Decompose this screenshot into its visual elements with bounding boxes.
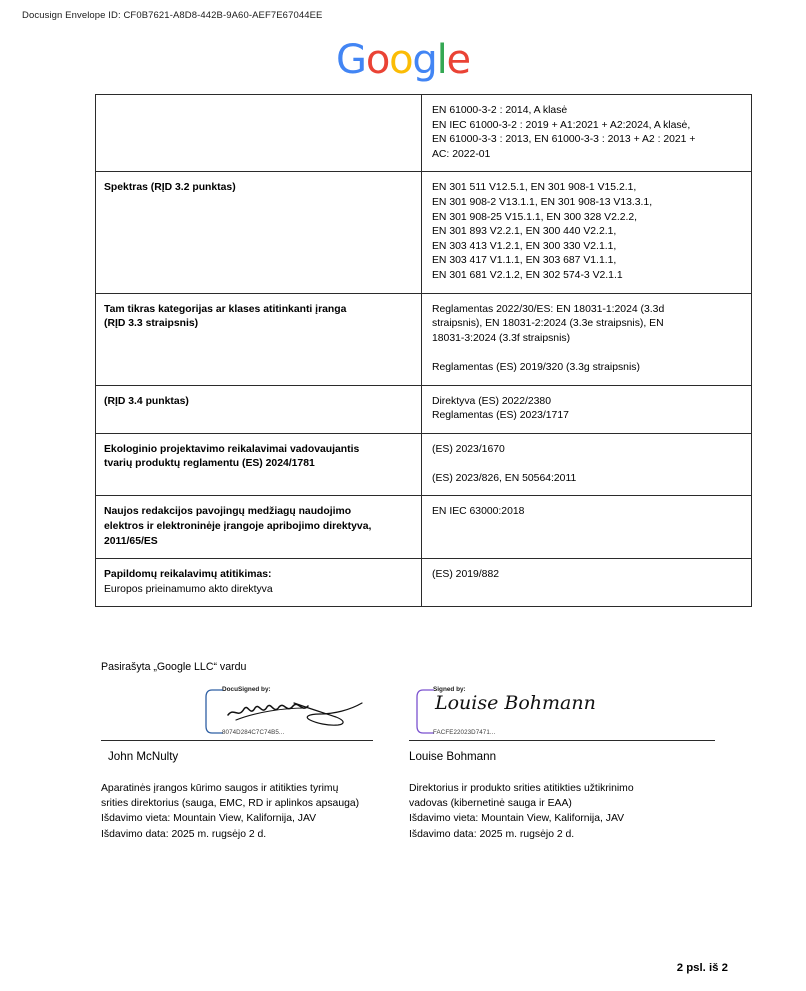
table-cell-requirement (96, 172, 422, 293)
standard-line: EN 303 417 V1.1.1, EN 303 687 V1.1.1, (432, 255, 617, 267)
standard-line: EN 301 511 V12.5.1, EN 301 908-1 V15.2.1, (432, 182, 637, 194)
logo-letter: g (412, 37, 437, 83)
docusign-stamp-left (101, 686, 373, 738)
docusign-stamp-label: Signed by: (433, 686, 466, 693)
docusign-stamp-label: DocuSigned by: (222, 686, 271, 693)
docusign-bracket-icon (415, 689, 435, 734)
table-cell-requirement (96, 95, 422, 172)
signatory-detail-line: Išdavimo vieta: Mountain View, Kalifornija, JAV (101, 813, 317, 825)
signatory-detail-line: Išdavimo vieta: Mountain View, Kalifornija, JAV (409, 813, 625, 825)
table-row (96, 385, 752, 433)
table-cell-standards (422, 95, 752, 172)
requirement-line: Ekologinio projektavimo reikalavimai vadovaujantis (104, 443, 360, 455)
docusign-stamp-id: 8074D284C7C74B5... (222, 729, 285, 736)
standard-line: EN 61000-3-2 : 2014, A klasė (432, 105, 568, 116)
table-cell-requirement (96, 293, 422, 385)
table-cell-standards (422, 293, 752, 385)
table-cell-requirement (96, 385, 422, 433)
standard-line (432, 346, 742, 361)
table-row (96, 172, 752, 293)
logo-letter: G (336, 37, 366, 83)
standard-line: EN 301 908-25 V15.1.1, EN 300 328 V2.2.2, (432, 211, 638, 223)
standard-line: EN IEC 63000:2018 (432, 506, 525, 518)
standard-line: EN 303 413 V1.2.1, EN 300 330 V2.1.1, (432, 240, 617, 252)
signatory-detail-line: Išdavimo data: 2025 m. rugsėjo 2 d. (409, 828, 575, 840)
requirement-line: tvarių produktų reglamentu (ES) 2024/1781 (104, 458, 315, 470)
docusign-stamp-id: FACFE22023D7471... (433, 729, 496, 736)
handwritten-signature-right: Louise Bohmann (435, 692, 596, 714)
requirement-line: Naujos redakcijos pavojingų medžiagų naudojimo (104, 506, 352, 518)
table-row (96, 433, 752, 496)
table-row (96, 496, 752, 559)
table-cell-requirement (96, 496, 422, 559)
standard-line: Reglamentas 2022/30/ES: EN 18031-1:2024 (3.3d (432, 303, 665, 315)
table-cell-standards (422, 172, 752, 293)
signatory-detail-line: vadovas (kibernetinė sauga ir EAA) (409, 798, 572, 810)
requirement-line: Europos prieinamumo akto direktyva (104, 583, 273, 595)
page-number: 2 psl. iš 2 (676, 962, 728, 974)
table-row (96, 95, 752, 172)
logo-letter: e (446, 37, 470, 83)
signatory-detail-line: Aparatinės įrangos kūrimo saugos ir atitikties tyrimų (101, 783, 339, 794)
docusign-envelope-id: Docusign Envelope ID: CF0B7621-A8D8-442B-9A60-AEF7E67044EE (22, 10, 323, 21)
standard-line: (ES) 2023/1670 (432, 443, 505, 455)
standard-line: (ES) 2019/882 (432, 569, 500, 581)
logo-letter: o (365, 37, 390, 83)
table-cell-standards (422, 559, 752, 607)
docusign-bracket-icon (204, 689, 224, 734)
table-cell-requirement (96, 433, 422, 496)
handwritten-signature-left (224, 695, 374, 729)
standard-line: straipsnis), EN 18031-2:2024 (3.3e straipsnis), EN (432, 318, 664, 330)
standard-line: EN 301 893 V2.2.1, EN 300 440 V2.2.1, (432, 226, 617, 238)
signatory-name-right: Louise Bohmann (409, 750, 497, 763)
standard-line: Reglamentas (ES) 2023/1717 (432, 410, 569, 422)
standard-line: (ES) 2023/826, EN 50564:2011 (432, 472, 577, 484)
signatory-details-left (101, 781, 373, 842)
signature-rule-right (409, 740, 715, 741)
signatory-details-right (409, 781, 715, 842)
signatory-detail-line: srities direktorius (sauga, EMC, RD ir aplinkos apsauga) (101, 798, 360, 810)
requirement-line: Tam tikras kategorijas ar klases atitinkanti įranga (104, 303, 347, 315)
requirement-line: Spektras (RĮD 3.2 punktas) (104, 182, 236, 194)
table-cell-standards (422, 433, 752, 496)
requirement-line: elektros ir elektroninėje įrangoje apribojimo direktyva, (104, 521, 372, 533)
signature-block-right (409, 686, 715, 842)
signature-block-left (101, 686, 373, 842)
table-row (96, 559, 752, 607)
signature-rule-left (101, 740, 373, 741)
logo-letter: l (436, 37, 447, 83)
standard-line: EN 301 908-2 V13.1.1, EN 301 908-13 V13.3.1, (432, 196, 653, 208)
standard-line: EN 301 681 V2.1.2, EN 302 574-3 V2.1.1 (432, 269, 623, 281)
signed-on-behalf-text: Pasirašyta „Google LLC“ vardu (101, 661, 247, 673)
requirement-line: 2011/65/ES (104, 535, 158, 547)
standard-line: Direktyva (ES) 2022/2380 (432, 395, 551, 407)
google-logo (0, 38, 806, 82)
signatory-detail-line: Direktorius ir produkto srities atitikties užtikrinimo (409, 783, 634, 794)
standard-line: 18031-3:2024 (3.3f straipsnis) (432, 332, 571, 344)
standard-line: EN IEC 61000-3-2 : 2019 + A1:2021 + A2:2024, A klasė, (432, 119, 691, 131)
logo-letter: o (389, 37, 413, 83)
requirement-line: (RĮD 3.3 straipsnis) (104, 318, 199, 330)
signatory-detail-line: Išdavimo data: 2025 m. rugsėjo 2 d. (101, 828, 267, 840)
docusign-stamp-right (409, 686, 715, 738)
table-cell-standards (422, 385, 752, 433)
standard-line: AC: 2022-01 (432, 148, 491, 160)
table-cell-standards (422, 496, 752, 559)
table-cell-requirement (96, 559, 422, 607)
requirement-line: (RĮD 3.4 punktas) (104, 395, 189, 407)
requirement-line: Papildomų reikalavimų atitikimas: (104, 569, 272, 581)
standard-line (432, 457, 742, 472)
standards-table (95, 94, 752, 607)
signatory-name-left: John McNulty (108, 750, 179, 763)
standard-line: Reglamentas (ES) 2019/320 (3.3g straipsnis) (432, 361, 640, 373)
table-row (96, 293, 752, 385)
standard-line: EN 61000-3-3 : 2013, EN 61000-3-3 : 2013 + A2 : 2021 + (432, 134, 696, 146)
